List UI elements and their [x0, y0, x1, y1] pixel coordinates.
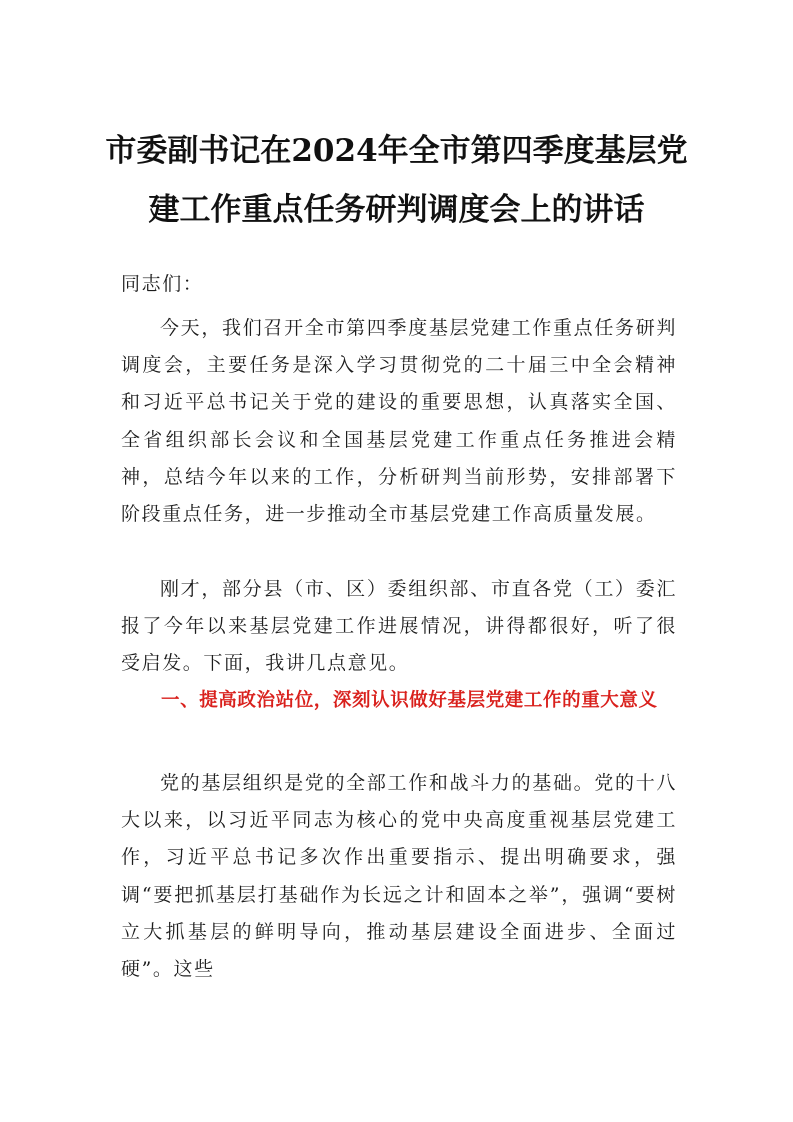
paragraph-section-1: 党的基层组织是党的全部工作和战斗力的基础。党的十八大以来，以习近平同志为核心的党中央高度重视基层党建工作，习近平总书记多次作出重要指示、提出明确要求，强调“要把抓基层打基础作为长远之计和固本之举”，强调“要树立大抓基层的鲜明导向，推动基层建设全面进步、全面过硬”。这些 [121, 772, 677, 981]
greeting: 同志们： [121, 273, 204, 295]
paragraph-opening: 今天，我们召开全市第四季度基层党建工作重点任务研判调度会，主要任务是深入学习贯彻党的二十届三中全会精神和习近平总书记关于党的建设的重要思想，认真落实全国、全省组织部长会议和全国基层党建工作重点任务推进会精神，总结今年以来的工作，分析研判当前形势，安排部署下阶段重点任务，进一步推动全市基层党建工作高质量发展。 [121, 317, 677, 526]
paragraph-reports: 刚才，部分县（市、区）委组织部、市直各党（工）委汇报了今年以来基层党建工作进展情况，讲得都很好，听了很受启发。下面，我讲几点意见。 [121, 578, 677, 675]
section-heading-1: 一、提高政治站位，深刻认识做好基层党建工作的重大意义 [161, 690, 658, 711]
document-title-line-2: 建工作重点任务研判调度会上的讲话 [148, 192, 645, 228]
document-title-line-1: 市委副书记在2024年全市第四季度基层党 [105, 133, 688, 169]
